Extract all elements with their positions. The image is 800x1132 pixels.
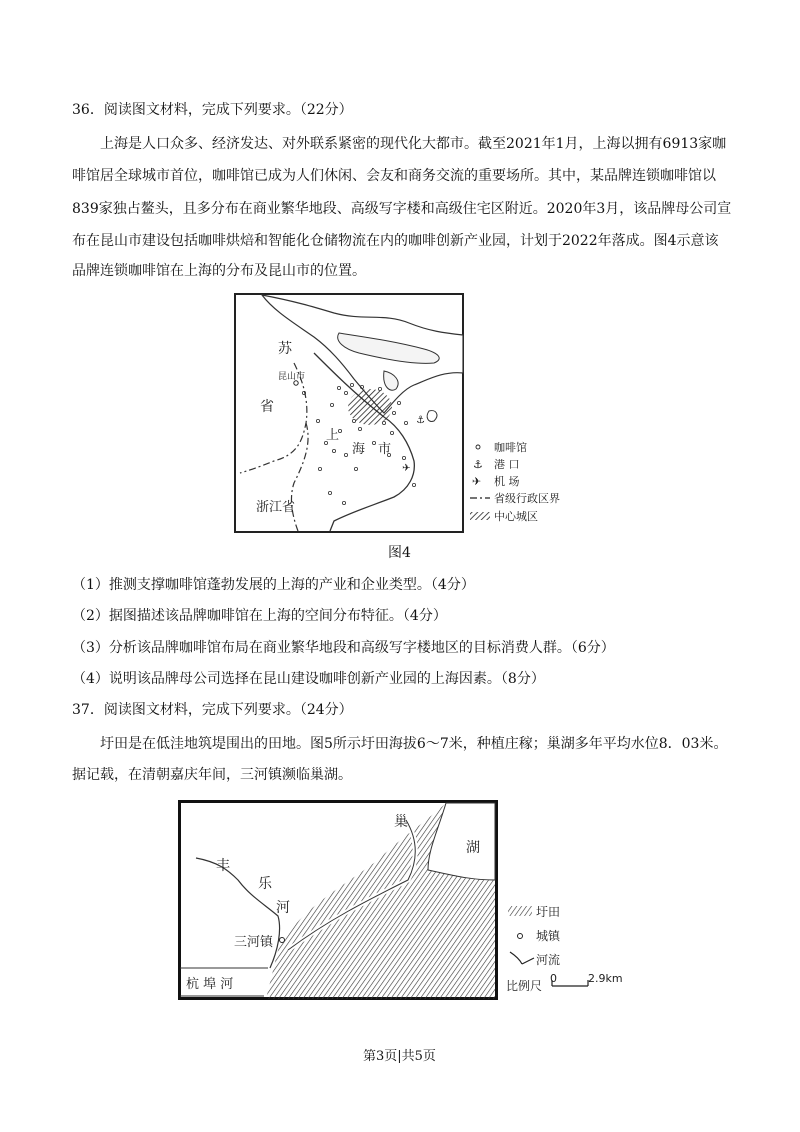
hangbu-river-label: 杭 埠 河 [186, 977, 234, 992]
scale-zero: 0 [550, 972, 557, 985]
port-icon: ⚓ [416, 415, 425, 426]
chaohu-label-hu: 湖 [466, 840, 480, 856]
q36-subquestion: （4）说明该品牌母公司选择在昆山建设咖啡创新产业园的上海因素。（8分） [72, 671, 545, 687]
legend-river: 河流 [536, 953, 561, 967]
port-legend-icon: ⚓ [473, 458, 483, 471]
figure4-legend [470, 440, 590, 530]
center-legend-icon [470, 512, 490, 520]
q37-para-line: 据记载，在清朝嘉庆年间，三河镇濒临巢湖。 [72, 767, 352, 783]
q36-subquestion: （3）分析该品牌咖啡馆布局在商业繁华地段和高级写字楼地区的目标消费人群。（6分） [72, 640, 615, 656]
cafe-legend-icon [476, 445, 480, 449]
airport-icon: ✈ [402, 463, 411, 474]
q36-subquestion: （2）据图描述该品牌咖啡馆在上海的空间分布特征。（4分） [72, 608, 447, 624]
figure5-map [178, 800, 498, 1000]
kunshan-label: 昆山市 [278, 372, 306, 382]
q36-para-line: 上海是人口众多、经济发达、对外联系紧密的现代化大都市。截至2021年1月，上海以拥有6913家咖 [100, 136, 727, 152]
legend-airport: 机 场 [494, 475, 520, 488]
scale-distance: 2.9km [588, 972, 623, 985]
legend-border: 省级行政区界 [494, 492, 560, 505]
page-footer: 第3页|共5页 [363, 1049, 436, 1064]
q37-heading: 37．阅读图文材料，完成下列要求。（24分） [72, 702, 353, 718]
legend-town: 城镇 [536, 929, 561, 943]
q36-para-line: 品牌连锁咖啡馆在上海的分布及昆山市的位置。 [72, 263, 366, 279]
sanhe-town-label: 三河镇 [234, 935, 274, 950]
jiangsu-label-su: 苏 [278, 341, 292, 357]
legend-cafe: 咖啡馆 [494, 441, 527, 454]
figure4-caption: 图4 [388, 545, 411, 561]
q36-para-line: 啡馆居全球城市首位，咖啡馆已成为人们休闲、会友和商务交流的重要场所。其中，某品牌连锁咖啡馆以 [72, 168, 716, 184]
legend-center: 中心城区 [494, 510, 538, 523]
jiangsu-label-sheng: 省 [260, 399, 274, 415]
polder-legend-icon [508, 906, 532, 916]
river-legend-icon [510, 952, 534, 964]
legend-port: 港 口 [494, 458, 520, 471]
q36-heading: 36．阅读图文材料，完成下列要求。（22分） [72, 102, 353, 118]
figure5-legend [506, 900, 636, 1000]
q36-subquestion: （1）推测支撑咖啡馆蓬勃发展的上海的产业和企业类型。（4分） [72, 577, 475, 593]
town-legend-icon [518, 934, 523, 939]
q36-para-line: 布在昆山市建设包括咖啡烘焙和智能化仓储物流在内的咖啡创新产业园，计划于2022年落成。图4示意该 [72, 233, 719, 249]
q36-para-line: 839家独占鳌头，且多分布在商业繁华地段、高级写字楼和高级住宅区附近。2020年3月，该品牌母公司宣 [72, 201, 732, 217]
scale-label: 比例尺 [506, 979, 543, 993]
fengle-label-he: 河 [276, 900, 290, 916]
airport-legend-icon: ✈ [472, 475, 482, 488]
fengle-label-feng: 丰 [216, 858, 230, 874]
shanghai-label-shang: 上 [326, 428, 340, 443]
q37-para-line: 圩田是在低洼地筑堤围出的田地。图5所示圩田海拔6～7米，种植庄稼；巢湖多年平均水位8．03米。 [100, 736, 728, 752]
zhejiang-label: 浙江省 [256, 500, 296, 515]
shanghai-label-shi: 市 [378, 442, 392, 457]
shanghai-label-hai: 海 [352, 442, 366, 457]
legend-polder: 圩田 [536, 905, 561, 919]
figure4-map [234, 293, 464, 533]
fengle-label-le: 乐 [258, 876, 272, 892]
chaohu-label-chao: 巢 [394, 814, 408, 830]
